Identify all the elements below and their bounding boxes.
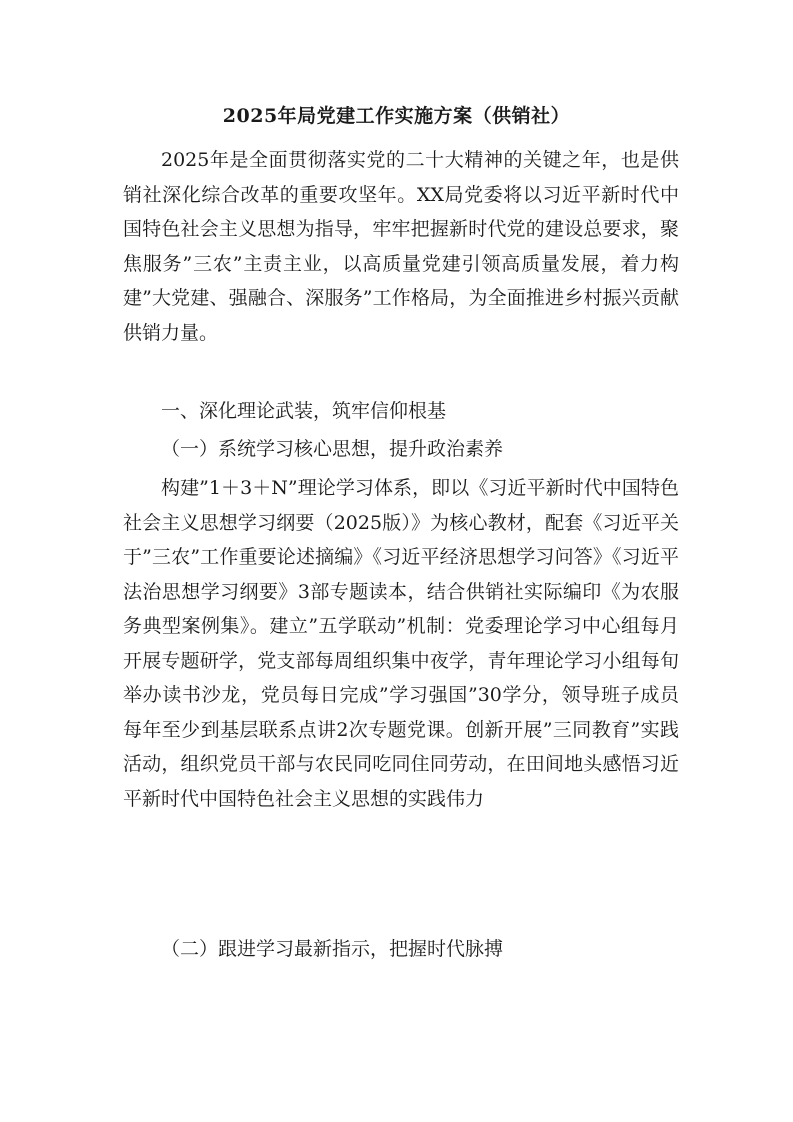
subsection-heading-2: （二）跟进学习最新指示，把握时代脉搏 [161,938,504,960]
subsection-paragraph-1: 构建”1＋3＋N”理论学习体系，即以《习近平新时代中国特色社会主义思想学习纲要（2025版）》为核心教材，配套《习近平关于”三农”工作重要论述摘编》《习近平经济思想学习问答》《习近平法治思想学习纲要》3部专题读本，结合供销社实际编印《为农服务典型案例集》。建立”五学联动”机制：党委理论学习中心组每月开展专题研学，党支部每周组织集中夜学，青年理论学习小组每旬举办读书沙龙，党员每日完成”学习强国”30学分，领导班子成员每年至少到基层联系点讲2次专题党课。创新开展”三同教育”实践活动，组织党员干部与农民同吃同住同劳动，在田间地头感悟习近平新时代中国特色社会主义思想的实践伟力 [123,477,679,810]
subsection-heading-1: （一）系统学习核心思想，提升政治素养 [161,438,504,460]
document-title: 2025年局党建工作实施方案（供销社） [222,105,571,127]
section-heading-1: 一、深化理论武装，筑牢信仰根基 [161,400,447,422]
intro-paragraph: 2025年是全面贯彻落实党的二十大精神的关键之年，也是供销社深化综合改革的重要攻坚年。XX局党委将以习近平新时代中国特色社会主义思想为指导，牢牢把握新时代党的建设总要求，聚焦服务”三农”主责主业，以高质量党建引领高质量发展，着力构建”大党建、强融合、深服务”工作格局，为全面推进乡村振兴贡献供销力量。 [123,149,679,344]
